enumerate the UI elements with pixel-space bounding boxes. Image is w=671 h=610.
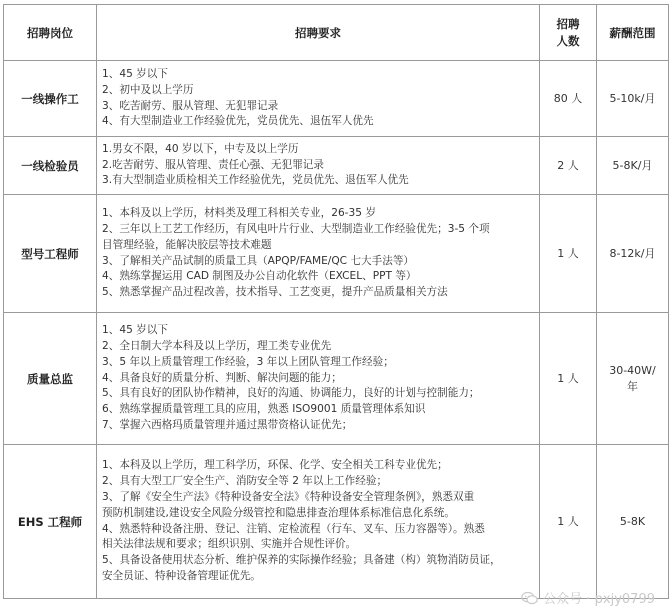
watermark [521,588,655,607]
requirement-line: 5、具备设备使用状态分析、维护保养的实际操作经验；具备建（构）筑物消防员证， [102,554,501,567]
count-cell: 1 人 [540,195,597,313]
position-cell: EHS 工程师 [4,445,97,599]
requirement-line: 7、掌握六西格玛质量管理并通过黑带资格认证优先； [102,418,353,431]
table-row [4,61,669,137]
requirement-line: 2、具有大型工厂安全生产、消防安全等 2 年以上工作经验； [102,475,388,488]
position-cell: 一线检验员 [4,137,97,195]
watermark-text: 公众号 · pxjy0799 [543,592,655,607]
salary-cell: 30-40W/ 年 [597,313,669,445]
requirement-line: 3、了解相关产品试制的质量工具（APQP/FAME/QC 七大手法等） [102,254,415,267]
requirements-cell [97,61,540,137]
requirement-line: 3.有大型制造业质检相关工作经验优先，党员优先、退伍军人优先 [102,174,409,187]
requirement-line: 3、了解《安全生产法》《特种设备安全法》《特种设备安全管理条例》，熟悉双重 [102,490,475,503]
requirement-line: 4、熟练掌握运用 CAD 制图及办公自动化软件（EXCEL、PPT 等） [102,270,417,283]
requirement-line: 5、熟悉掌握产品过程改善，技术指导、工艺变更，提升产品质量相关方法 [102,286,448,299]
requirement-line: 2、三年以上工艺工作经历，有风电叶片行业、大型制造业工作经验优先；3-5 个项 [102,222,490,235]
requirement-line: 3、吃苦耐劳、服从管理、无犯罪记录 [102,99,279,112]
requirement-line: 2.吃苦耐劳、服从管理、责任心强、无犯罪记录 [102,158,324,171]
requirements-cell [97,445,540,599]
salary-cell: 5-10k/月 [597,61,669,137]
count-cell: 2 人 [540,137,597,195]
table-row [4,445,669,599]
requirement-line: 1、45 岁以下 [102,67,168,80]
salary-cell: 5-8K/月 [597,137,669,195]
count-cell: 1 人 [540,313,597,445]
count-cell: 1 人 [540,445,597,599]
requirements-cell [97,137,540,195]
requirement-line: 1、本科及以上学历，材料类及理工科相关专业，26-35 岁 [102,207,376,220]
wechat-icon [521,591,538,605]
table-row [4,195,669,313]
header-row [4,5,669,61]
salary-cell: 8-12k/月 [597,195,669,313]
requirement-line: 4、熟悉特种设备注册、登记、注销、定检流程（行车、叉车、压力容器等）。熟悉 [102,522,485,535]
header-salary: 薪酬范围 [597,5,669,61]
position-cell: 一线操作工 [4,61,97,137]
requirements-cell [97,313,540,445]
requirement-line: 6、熟练掌握质量管理工具的应用，熟悉 ISO9001 质量管理体系知识 [102,403,426,416]
header-count: 招聘 人数 [540,5,597,61]
requirement-line: 相关法律法规和要求；组织识别、实施并合规性评价。 [102,538,357,551]
position-cell: 质量总监 [4,313,97,445]
header-requirements: 招聘要求 [97,5,540,61]
requirement-line: 目管理经验，能解决胶层等技术难题 [102,238,272,251]
table-row [4,137,669,195]
requirement-line: 2、全日制大学本科及以上学历，理工类专业优先 [102,340,332,352]
requirement-line: 1、本科及以上学历，理工科学历，环保、化学、安全相关工科专业优先； [102,459,448,472]
recruitment-table [3,4,669,599]
requirement-line: 4、具备良好的质量分析、判断、解决问题的能力； [102,371,342,384]
requirement-line: 3、5 年以上质量管理工作经验，3 年以上团队管理工作经验； [102,355,394,368]
count-cell: 80 人 [540,61,597,137]
position-cell: 型号工程师 [4,195,97,313]
requirement-line: 预防机制建设,建设安全风险分级管控和隐患排查治理体系标准信息化系统。 [102,506,455,519]
requirement-line: 2、初中及以上学历 [102,83,194,96]
requirement-line: 1.男女不限，40 岁以下，中专及以上学历 [102,142,299,155]
requirements-cell [97,195,540,313]
table-row [4,313,669,445]
salary-cell: 5-8K [597,445,669,599]
requirement-line: 1、45 岁以下 [102,324,168,337]
header-position: 招聘岗位 [4,5,97,61]
requirement-line: 安全员证、特种设备管理证优先。 [102,569,261,582]
requirement-line: 4、有大型制造业工作经验优先，党员优先、退伍军人优先 [102,115,374,128]
requirement-line: 5、具有良好的团队协作精神，良好的沟通、协调能力，良好的计划与控制能力； [102,387,480,400]
